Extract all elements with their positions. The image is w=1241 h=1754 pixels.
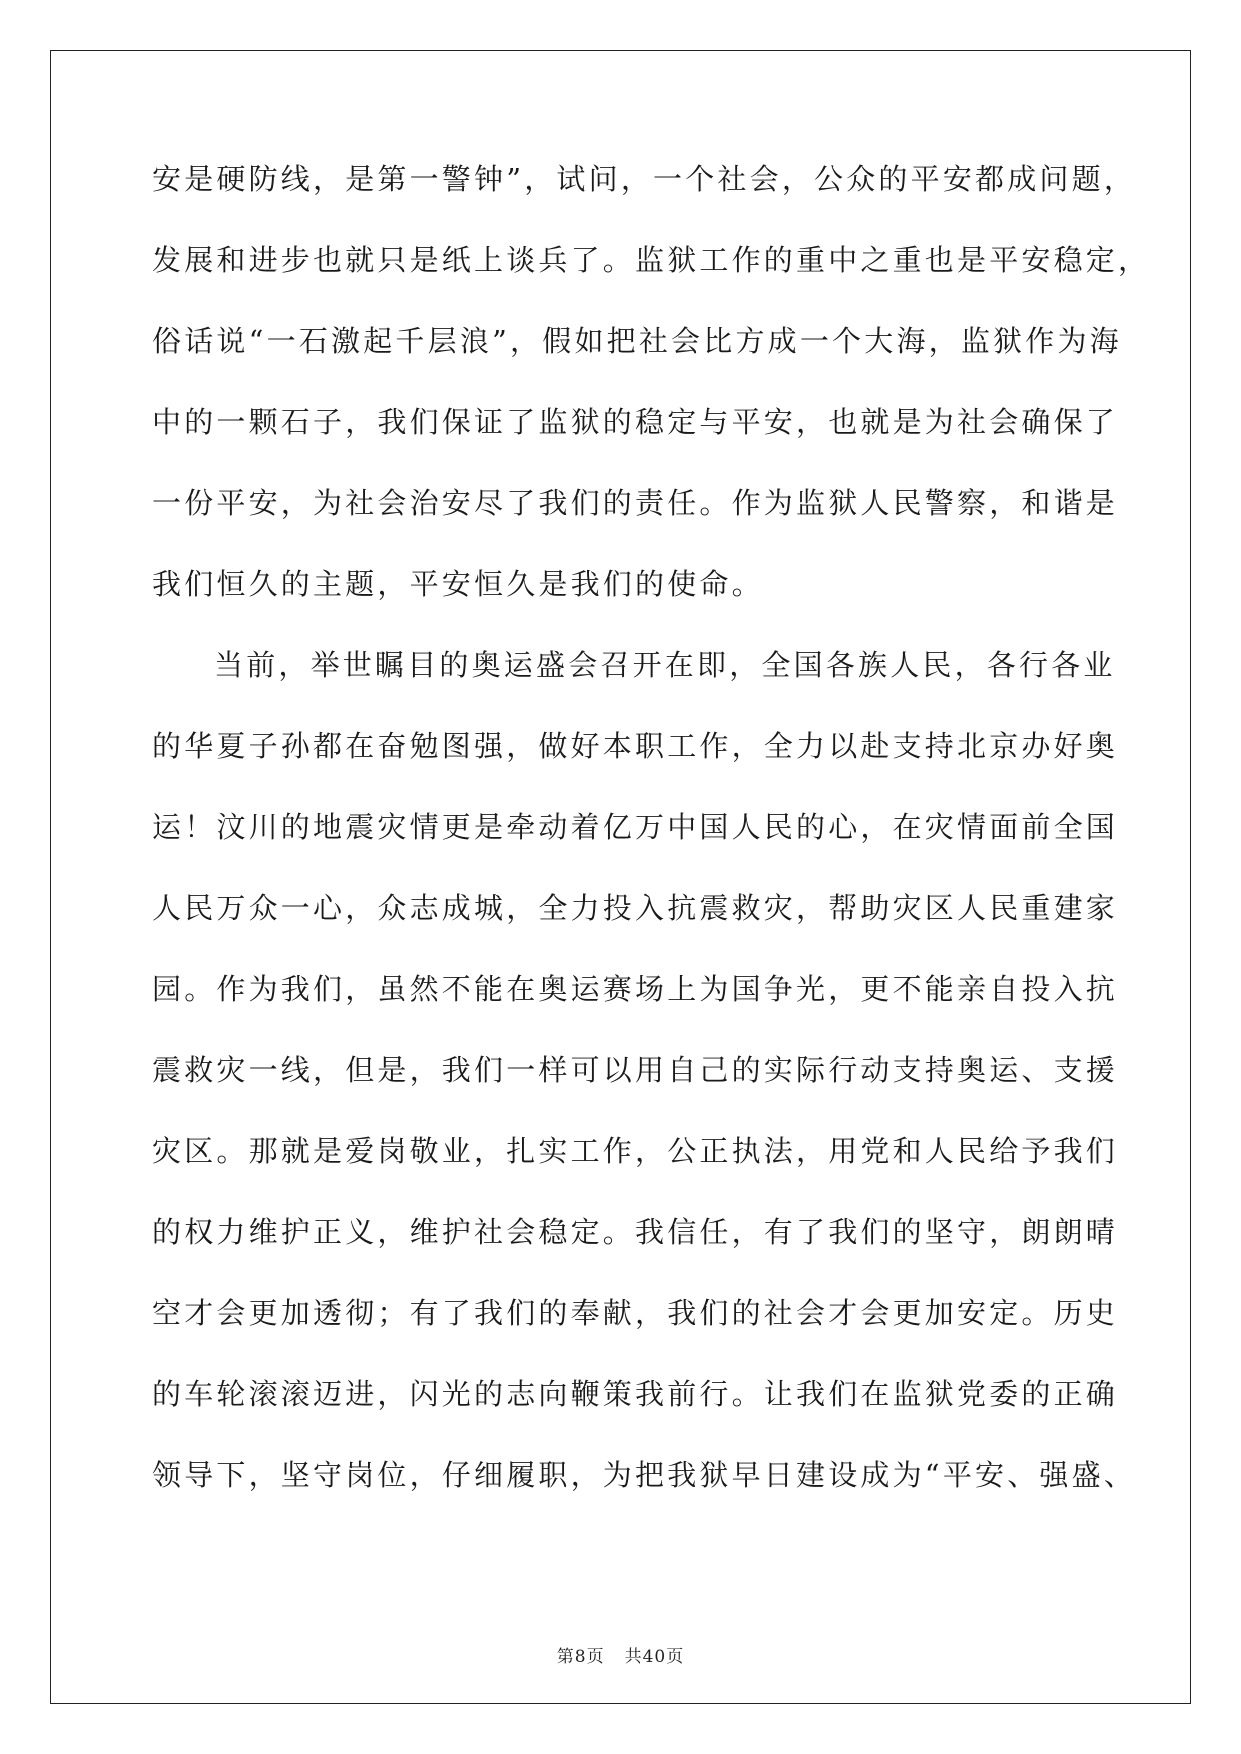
text-line: 发展和进步也就只是纸上谈兵了。监狱工作的重中之重也是平安稳定， xyxy=(152,243,1151,277)
text-line: 的权力维护正义，维护社会稳定。我信任，有了我们的坚守，朗朗晴 xyxy=(152,1215,1119,1249)
text-line: 灾区。那就是爱岗敬业，扎实工作，公正执法，用党和人民给予我们 xyxy=(152,1134,1119,1168)
document-body xyxy=(152,162,1151,1541)
text-line: 领导下，坚守岗位，仔细履职，为把我狱早日建设成为“平安、强盛、 xyxy=(152,1458,1137,1492)
text-line-paragraph-start: 当前，举世瞩目的奥运盛会召开在即，全国各族人民，各行各业 xyxy=(214,648,1116,682)
text-line: 震救灾一线，但是，我们一样可以用自己的实际行动支持奥运、支援 xyxy=(152,1053,1119,1087)
text-line: 园。作为我们，虽然不能在奥运赛场上为国争光，更不能亲自投入抗 xyxy=(152,972,1119,1006)
text-line: 运！汶川的地震灾情更是牵动着亿万中国人民的心，在灾情面前全国 xyxy=(152,810,1119,844)
page-total: 共40页 xyxy=(624,1647,685,1667)
text-line: 空才会更加透彻；有了我们的奉献，我们的社会才会更加安定。历史 xyxy=(152,1296,1119,1330)
page-number: 第8页 xyxy=(556,1647,605,1667)
text-line: 安是硬防线，是第一警钟”，试问，一个社会，公众的平安都成问题， xyxy=(152,162,1137,196)
text-line: 我们恒久的主题，平安恒久是我们的使命。 xyxy=(152,567,764,601)
text-line: 中的一颗石子，我们保证了监狱的稳定与平安，也就是为社会确保了 xyxy=(152,405,1119,439)
text-line: 一份平安，为社会治安尽了我们的责任。作为监狱人民警察，和谐是 xyxy=(152,486,1119,520)
text-line: 的华夏子孙都在奋勉图强，做好本职工作，全力以赴支持北京办好奥 xyxy=(152,729,1119,763)
text-line: 人民万众一心，众志成城，全力投入抗震救灾，帮助灾区人民重建家 xyxy=(152,891,1119,925)
text-line: 的车轮滚滚迈进，闪光的志向鞭策我前行。让我们在监狱党委的正确 xyxy=(152,1377,1119,1411)
page-footer xyxy=(0,1642,1241,1667)
text-line: 俗话说“一石激起千层浪”，假如把社会比方成一个大海，监狱作为海 xyxy=(152,324,1122,358)
